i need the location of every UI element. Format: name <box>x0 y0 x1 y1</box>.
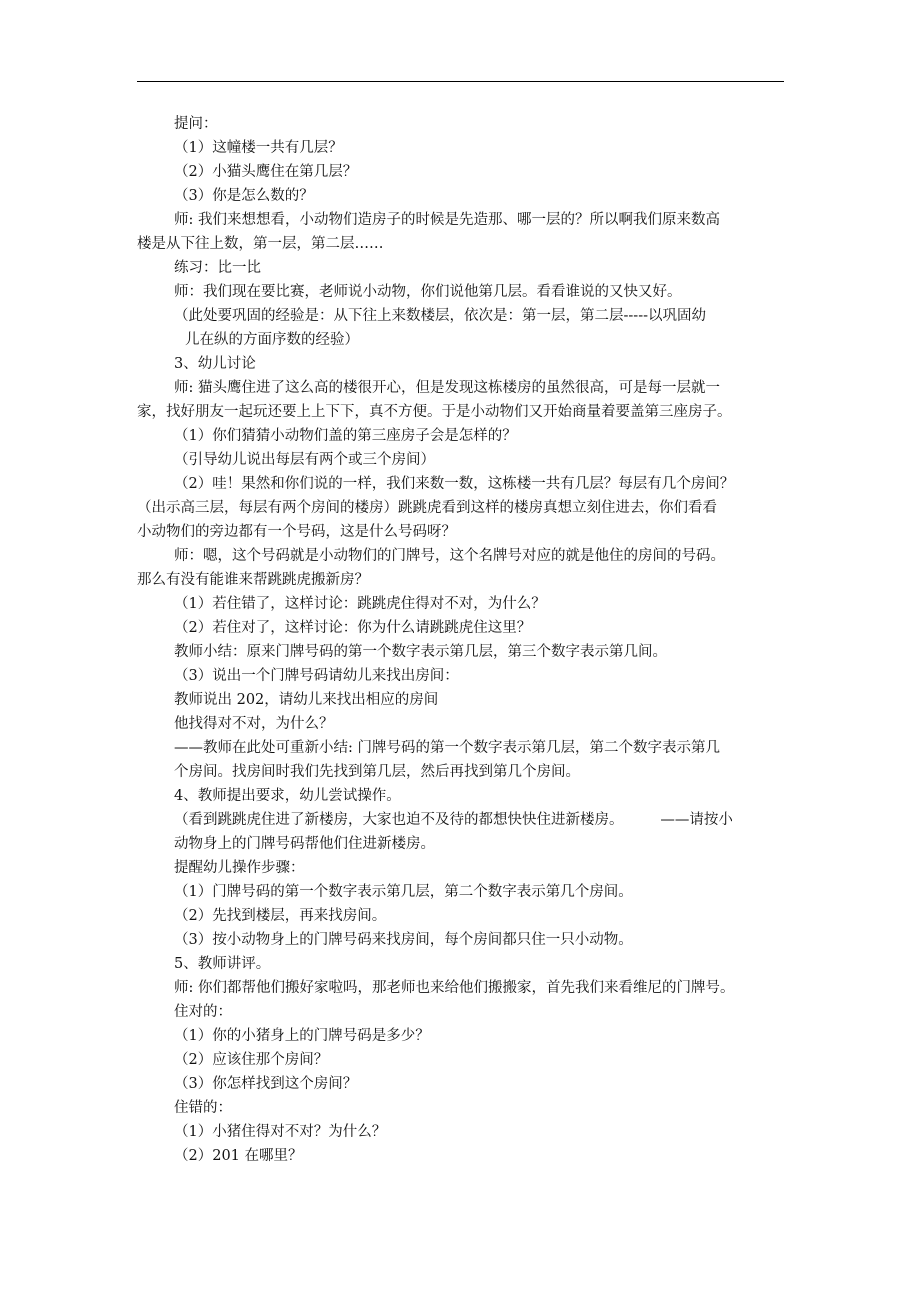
section-heading: 4、教师提出要求，幼儿尝试操作。 <box>174 788 401 804</box>
text-line: （2）小猫头鹰住在第几层？ <box>174 164 358 180</box>
text-line: 提醒幼儿操作步骤： <box>174 860 305 876</box>
text-line: （3）说出一个门牌号码请幼儿来找出房间： <box>174 668 459 684</box>
text-line: （此处要巩固的经验是：从下往上来数楼层，依次是：第一层，第二层-----以巩固幼 <box>174 308 706 324</box>
text-line: 那么有没有能谁来帮跳跳虎搬新房？ <box>137 572 369 588</box>
text-line: （1）这幢楼一共有几层？ <box>174 140 343 156</box>
text-line: 他找得对不对，为什么？ <box>174 716 334 732</box>
text-line: （2）201 在哪里？ <box>174 1148 303 1164</box>
text-line: （1）你们猜猜小动物们盖的第三座房子会是怎样的？ <box>174 428 517 444</box>
text-line: 儿在纵的方面序数的经验） <box>185 332 359 348</box>
text-line: （1）若住错了，这样讨论：跳跳虎住得对不对，为什么？ <box>174 596 546 612</box>
text-line: 提问： <box>174 116 218 132</box>
text-line: （2）若住对了，这样讨论：你为什么请跳跳虎住这里？ <box>174 620 532 636</box>
text-line: （引导幼儿说出每层有两个或三个房间） <box>174 452 435 468</box>
text-line: 师：我们现在要比赛，老师说小动物，你们说他第几层。看看谁说的又快又好。 <box>174 284 682 300</box>
text-line: 个房间。找房间时我们先找到第几层，然后再找到第几个房间。 <box>174 764 580 780</box>
text-line: 师: 猫头鹰住进了这么高的楼很开心，但是发现这栋楼房的虽然很高，可是每一层就一 <box>174 380 720 396</box>
text-line: （2）先找到楼层，再来找房间。 <box>174 908 387 924</box>
text-line: ——教师在此处可重新小结: 门牌号码的第一个数字表示第几层，第二个数字表示第几 <box>174 740 720 756</box>
text-line: （3）你怎样找到这个房间？ <box>174 1076 358 1092</box>
text-line: （2）应该住那个房间？ <box>174 1052 329 1068</box>
text-line: （3）你是怎么数的？ <box>174 188 314 204</box>
text-line: （1）你的小猪身上的门牌号码是多少？ <box>174 1028 430 1044</box>
section-heading: 5、教师讲评。 <box>174 956 271 972</box>
text-line: （看到跳跳虎住进了新楼房，大家也迫不及待的都想快快住进新楼房。 ——请按小 <box>174 812 733 828</box>
text-line: （2）哇！果然和你们说的一样，我们来数一数，这栋楼一共有几层？每层有几个房间？ <box>174 476 735 492</box>
text-line: 师: 你们都帮他们搬好家啦吗，那老师也来给他们搬搬家，首先我们来看维尼的门牌号。 <box>174 980 735 996</box>
text-line: 住对的： <box>174 1004 232 1020</box>
text-line: 教师小结：原来门牌号码的第一个数字表示第几层，第三个数字表示第几间。 <box>174 644 667 660</box>
text-line: （3）按小动物身上的门牌号码来找房间，每个房间都只住一只小动物。 <box>174 932 633 948</box>
text-line: 师：嗯，这个号码就是小动物们的门牌号，这个名牌号对应的就是他住的房间的号码。 <box>174 548 725 564</box>
text-line: （1）门牌号码的第一个数字表示第几层，第二个数字表示第几个房间。 <box>174 884 633 900</box>
text-line: 教师说出 202，请幼儿来找出相应的房间 <box>174 692 439 708</box>
text-line: 小动物们的旁边都有一个号码，这是什么号码呀？ <box>137 524 456 540</box>
section-heading: 3、幼儿讨论 <box>174 356 256 372</box>
text-line: 师: 我们来想想看，小动物们造房子的时候是先造那、哪一层的？所以啊我们原来数高 <box>174 212 720 228</box>
text-line: 楼是从下往上数，第一层，第二层…… <box>137 236 384 252</box>
text-line: 家，找好朋友一起玩还要上上下下，真不方便。于是小动物们又开始商量着要盖第三座房子。 <box>137 404 732 420</box>
text-line: （1）小猪住得对不对？为什么？ <box>174 1124 387 1140</box>
text-line: 动物身上的门牌号码帮他们住进新楼房。 <box>174 836 435 852</box>
text-line: 练习：比一比 <box>174 260 261 276</box>
text-line: （出示高三层，每层有两个房间的楼房）跳跳虎看到这样的楼房真想立刻住进去，你们看看 <box>137 500 717 516</box>
text-line: 住错的： <box>174 1100 232 1116</box>
